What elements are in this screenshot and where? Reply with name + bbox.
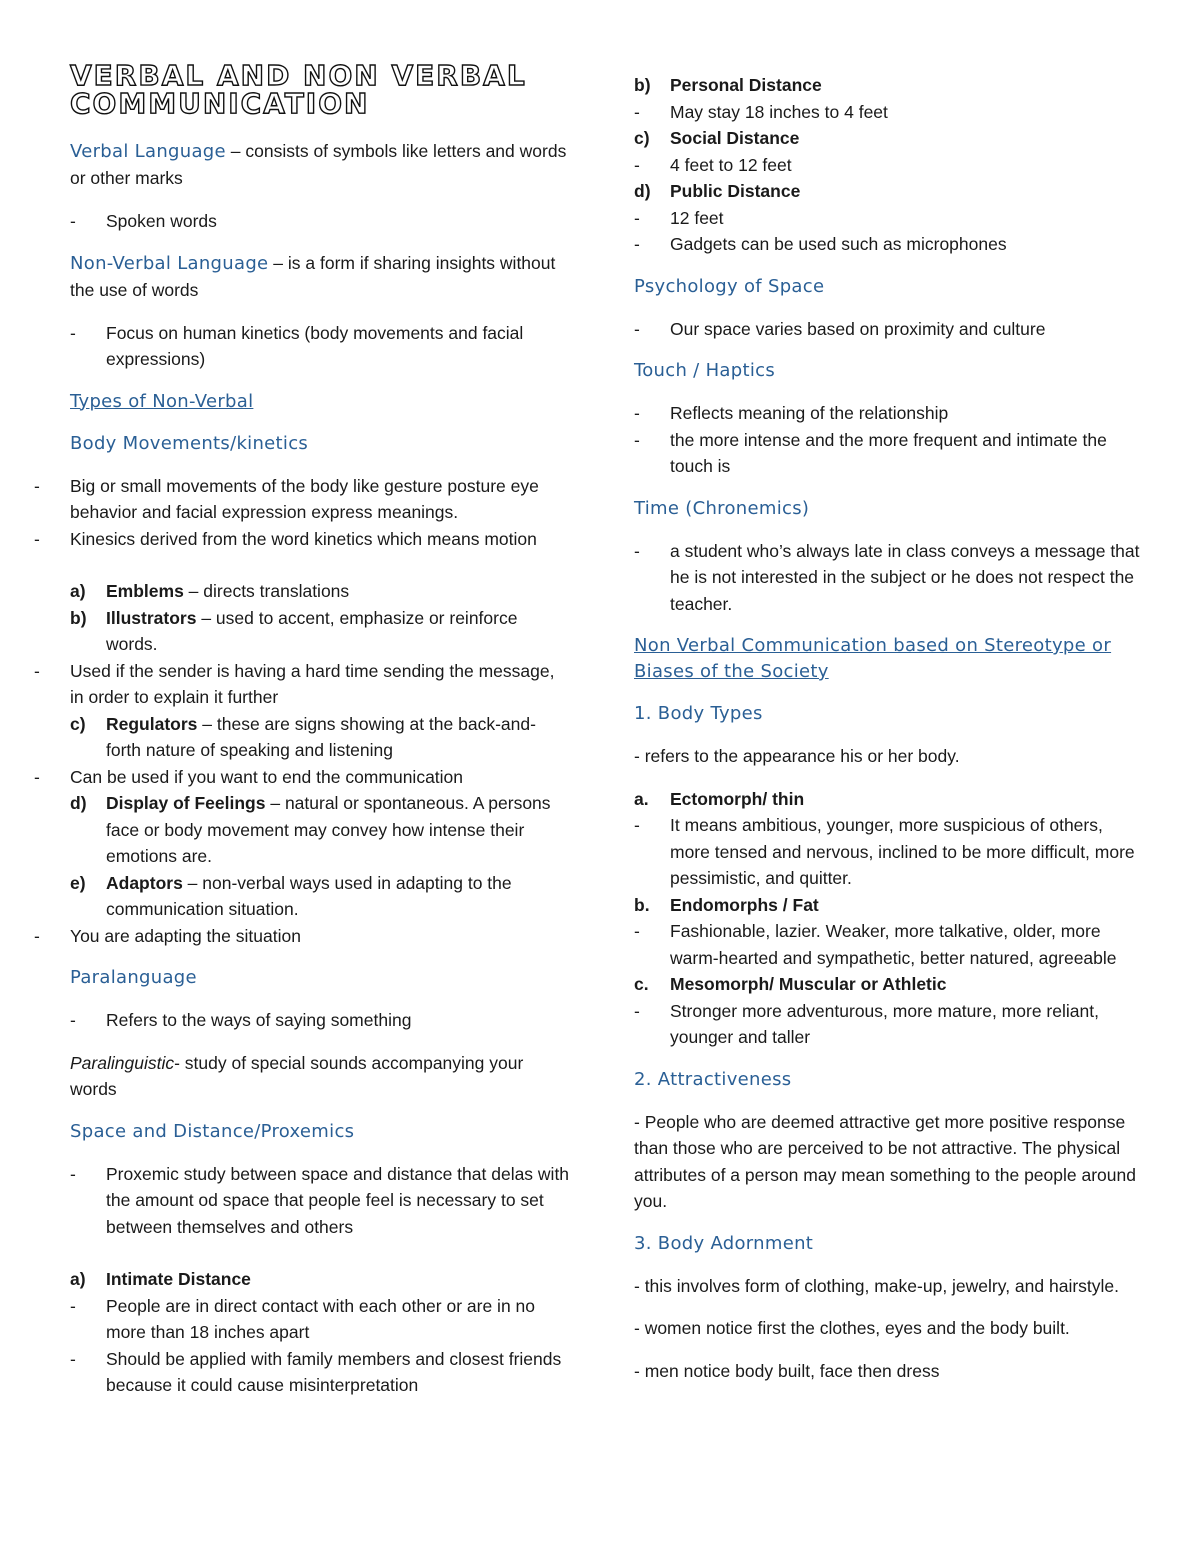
psychology-space-heading: Psychology of Space xyxy=(634,275,825,297)
dash-marker: - xyxy=(34,660,40,681)
list-item-text: 12 feet xyxy=(670,207,724,228)
list-marker: c) xyxy=(634,128,650,148)
list-item xyxy=(70,790,570,870)
stereotype-heading: Non Verbal Communication based on Stereotype or Biases of the Society xyxy=(634,635,1112,682)
list-item xyxy=(34,526,570,553)
list-item xyxy=(70,870,570,923)
list-item xyxy=(70,711,570,764)
list-marker: a) xyxy=(70,581,86,601)
list-marker: a. xyxy=(634,788,649,809)
list-item-text: Gadgets can be used such as microphones xyxy=(670,234,1007,254)
list-item-text: Refers to the ways of saying something xyxy=(106,1010,412,1030)
list-item-text: Proxemic study between space and distance that delas with the amount od space that people feel is necessary to set between themselves and others xyxy=(106,1163,570,1237)
personal-distance-term: Personal Distance xyxy=(670,75,822,95)
list-item-text: Focus on human kinetics (body movements and facial expressions) xyxy=(106,322,524,369)
types-heading: Types of Non-Verbal xyxy=(70,390,254,412)
list-item-text: Big or small movements of the body like gesture posture eye behavior and facial expression express meanings. xyxy=(70,475,539,522)
dash-marker: - xyxy=(634,101,640,122)
list-item xyxy=(634,178,1144,205)
display-feelings-def: – natural or spontaneous. A persons face or body movement may convey how intense their emotions are. xyxy=(106,793,551,866)
ectomorph-term: Ectomorph/ thin xyxy=(670,788,805,809)
document-title xyxy=(70,59,570,120)
list-item xyxy=(634,998,1144,1051)
display-feelings-term: Display of Feelings xyxy=(106,793,266,813)
dash-marker: - xyxy=(34,925,40,946)
left-column xyxy=(34,59,570,1399)
list-item xyxy=(634,538,1144,618)
title-line-1: VERBAL AND NON VERBAL xyxy=(70,59,527,92)
list-marker: b) xyxy=(634,75,651,95)
list-item xyxy=(634,72,1144,99)
list-item xyxy=(70,1266,570,1293)
list-item xyxy=(634,400,1144,427)
intimate-distance-term: Intimate Distance xyxy=(106,1269,251,1289)
dash-marker: - xyxy=(70,1295,76,1316)
list-item-text: May stay 18 inches to 4 feet xyxy=(670,101,888,122)
nonverbal-language-term: Non-Verbal Language xyxy=(70,253,269,274)
dash-marker: - xyxy=(34,528,40,549)
list-marker: c. xyxy=(634,974,649,994)
list-item-text: You are adapting the situation xyxy=(70,925,301,946)
nonverbal-language-definition xyxy=(70,250,570,304)
list-item xyxy=(34,764,570,791)
dash-marker: - xyxy=(634,921,640,941)
verbal-language-def-text: – consists of symbols like letters and words or other marks xyxy=(70,141,567,188)
list-item xyxy=(634,971,1144,998)
dash-marker: - xyxy=(70,1010,76,1030)
list-item xyxy=(70,1346,570,1399)
list-item-text: Fashionable, lazier. Weaker, more talkative, older, more warm-hearted and sympathetic, better natured, agreeable xyxy=(670,921,1117,968)
list-item-text: Reflects meaning of the relationship xyxy=(670,403,949,423)
right-column xyxy=(634,72,1144,1384)
list-item-text: 4 feet to 12 feet xyxy=(670,154,792,175)
nonverbal-language-def-text: – is a form if sharing insights without the use of words xyxy=(70,253,556,300)
list-item-text: the more intense and the more frequent and intimate the touch is xyxy=(670,429,1107,476)
list-marker: d) xyxy=(634,181,651,201)
dash-marker: - xyxy=(70,210,76,231)
adornment-text-1: - this involves form of clothing, make-up, jewelry, and hairstyle. xyxy=(634,1275,1120,1296)
body-types-description: - refers to the appearance his or her body. xyxy=(634,746,960,766)
list-marker: d) xyxy=(70,793,87,813)
list-item-text: Used if the sender is having a hard time sending the message, in order to explain it further xyxy=(70,660,555,707)
dash-marker: - xyxy=(634,403,640,423)
list-item-text: Kinesics derived from the word kinetics which means motion xyxy=(70,528,537,549)
dash-marker: - xyxy=(70,1348,76,1369)
dash-marker: - xyxy=(34,766,40,787)
list-item xyxy=(634,427,1144,480)
list-item xyxy=(634,812,1144,892)
list-item xyxy=(34,473,570,526)
dash-marker: - xyxy=(634,318,640,339)
list-item xyxy=(634,316,1144,343)
dash-marker: - xyxy=(634,429,640,450)
dash-marker: - xyxy=(70,322,76,343)
paralinguistic-term: Paralinguistic xyxy=(70,1052,175,1073)
regulators-term: Regulators xyxy=(106,713,198,734)
list-item-text: Our space varies based on proximity and culture xyxy=(670,318,1046,339)
verbal-language-term: Verbal Language xyxy=(70,141,226,162)
list-item-text: Spoken words xyxy=(106,210,217,231)
touch-haptics-heading: Touch / Haptics xyxy=(634,360,775,381)
body-movements-heading: Body Movements/kinetics xyxy=(70,432,309,454)
list-marker: b. xyxy=(634,894,650,915)
dash-marker: - xyxy=(634,234,640,254)
illustrators-def: – used to accent, emphasize or reinforce words. xyxy=(106,607,518,654)
list-item xyxy=(34,658,570,711)
list-item xyxy=(634,125,1144,152)
emblems-def: – directs translations xyxy=(183,581,350,601)
adornment-text-3: - men notice body built, face then dress xyxy=(634,1360,940,1381)
list-item xyxy=(70,605,570,658)
space-distance-heading: Space and Distance/Proxemics xyxy=(70,1120,355,1142)
list-marker: a) xyxy=(70,1269,86,1289)
body-adornment-heading: 3. Body Adornment xyxy=(634,1232,814,1254)
list-item xyxy=(34,923,570,950)
endomorph-term: Endomorphs / Fat xyxy=(670,894,819,915)
attractiveness-text: - People who are deemed attractive get more positive response than those who are perceived to be not attractive. The physical attributes of a person may mean something to the people around you. xyxy=(634,1111,1136,1211)
dash-marker: - xyxy=(634,540,640,561)
list-item xyxy=(70,1007,570,1034)
list-item xyxy=(634,918,1144,971)
paralanguage-heading: Paralanguage xyxy=(70,967,197,988)
list-item xyxy=(70,1293,570,1346)
mesomorph-term: Mesomorph/ Muscular or Athletic xyxy=(670,974,947,994)
list-item xyxy=(70,1161,570,1241)
emblems-term: Emblems xyxy=(106,581,184,601)
list-item-text: Can be used if you want to end the communication xyxy=(70,766,464,787)
social-distance-term: Social Distance xyxy=(670,128,800,148)
dash-marker: - xyxy=(34,475,40,496)
attractiveness-heading: 2. Attractiveness xyxy=(634,1068,792,1090)
list-item xyxy=(634,892,1144,919)
verbal-language-definition xyxy=(70,138,570,192)
dash-marker: - xyxy=(70,1163,76,1184)
public-distance-term: Public Distance xyxy=(670,181,801,201)
list-marker: e) xyxy=(70,872,86,893)
list-item xyxy=(634,152,1144,179)
list-marker: c) xyxy=(70,713,86,734)
illustrators-term: Illustrators xyxy=(106,607,197,628)
list-item-text: People are in direct contact with each other or are in no more than 18 inches apart xyxy=(106,1295,535,1342)
list-item xyxy=(70,320,570,373)
body-types-heading: 1. Body Types xyxy=(634,703,763,724)
paralinguistic-definition xyxy=(70,1050,570,1103)
list-item xyxy=(634,205,1144,232)
list-marker: b) xyxy=(70,607,87,628)
list-item xyxy=(634,231,1144,258)
dash-marker: - xyxy=(634,154,640,175)
adaptors-term: Adaptors xyxy=(106,872,183,893)
paralinguistic-def: - study of special sounds accompanying your words xyxy=(70,1052,524,1099)
list-item-text: Stronger more adventurous, more mature, more reliant, younger and taller xyxy=(670,1000,1099,1047)
list-item xyxy=(634,786,1144,813)
time-chronemics-heading: Time (Chronemics) xyxy=(634,497,810,519)
dash-marker: - xyxy=(634,1000,640,1021)
list-item xyxy=(634,99,1144,126)
list-item-text: a student who’s always late in class conveys a message that he is not interested in the subject or he does not respect the teacher. xyxy=(670,540,1140,614)
list-item xyxy=(70,578,570,605)
list-item xyxy=(70,208,570,235)
title-line-2: COMMUNICATION xyxy=(70,87,370,120)
dash-marker: - xyxy=(634,207,640,228)
regulators-def: – these are signs showing at the back-and-forth nature of speaking and listening xyxy=(106,713,536,760)
list-item-text: It means ambitious, younger, more suspicious of others, more tensed and nervous, inclined to be more difficult, more pessimistic, and quitter. xyxy=(670,815,1135,888)
adaptors-def: – non-verbal ways used in adapting to the communication situation. xyxy=(106,872,512,919)
dash-marker: - xyxy=(634,815,640,835)
adornment-text-2: - women notice first the clothes, eyes and the body built. xyxy=(634,1318,1070,1338)
list-item-text: Should be applied with family members and closest friends because it could cause misinterpretation xyxy=(106,1348,562,1395)
